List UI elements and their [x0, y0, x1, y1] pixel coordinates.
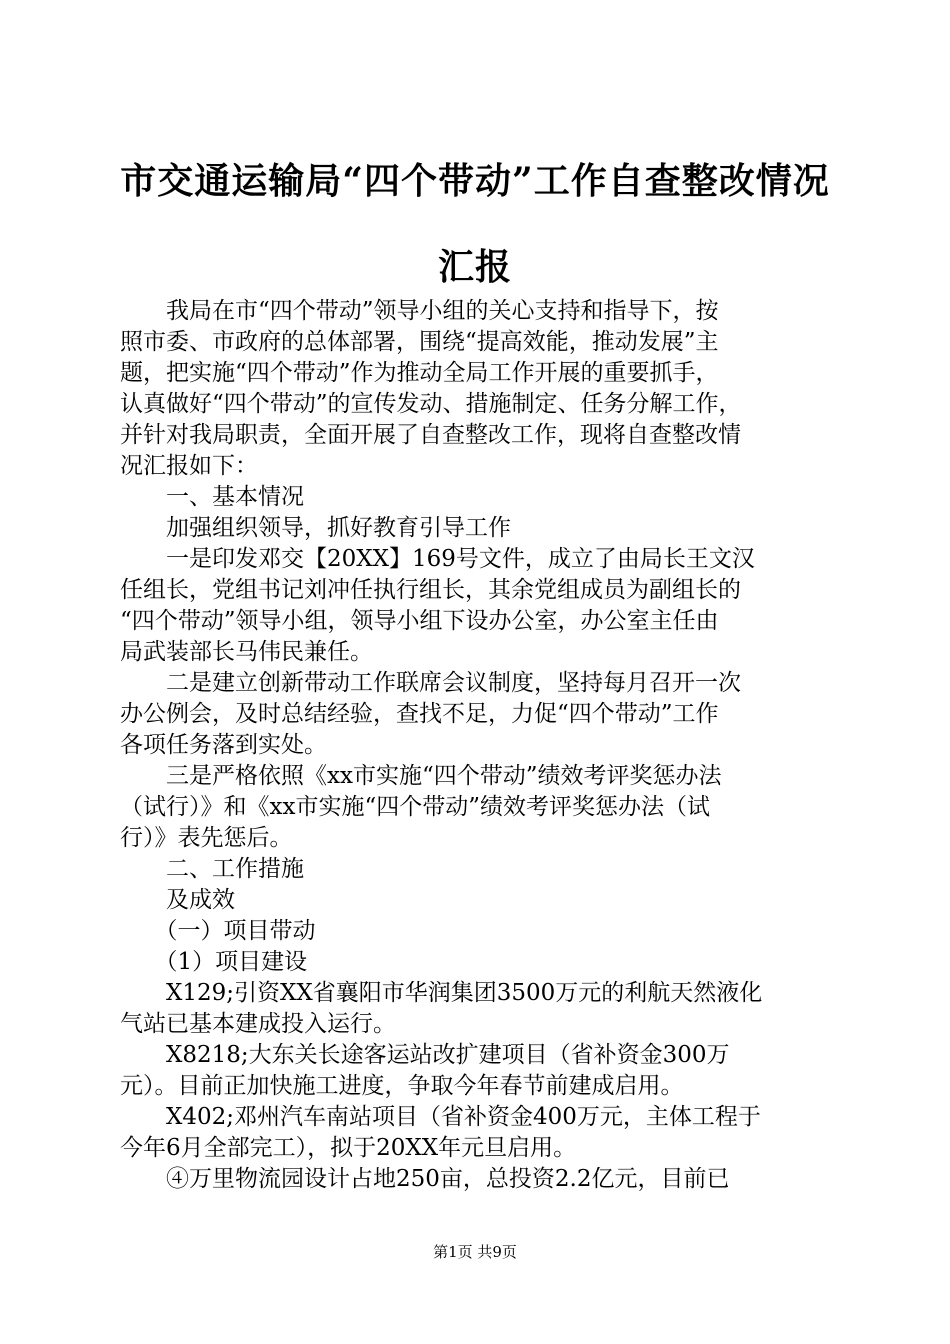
body-text-line: 我局在市“四个带动”领导小组的关心支持和指导下，按 [120, 298, 719, 324]
body-text-line: ④万里物流园设计占地250亩，总投资2.2亿元，目前已 [120, 1166, 730, 1192]
document-title-line-2: 汇报 [437, 246, 512, 288]
page-footer: 第1页 共9页 [433, 1243, 517, 1261]
document-title-line-1: 市交通运输局“四个带动”工作自查整改情况 [120, 160, 830, 202]
body-text-line: 况汇报如下： [120, 453, 258, 479]
body-text-line: （试行）》和《xx市实施“四个带动”绩效考评奖惩办法（试 [120, 794, 710, 820]
body-text-line: 题，把实施“四个带动”作为推动全局工作开展的重要抓手， [120, 360, 719, 386]
body-text-line: 今年6月全部完工），拟于20XX年元旦启用。 [120, 1135, 577, 1161]
body-text-line: 元）。目前正加快施工进度，争取今年春节前建成启用。 [120, 1073, 684, 1099]
body-text-line: 并针对我局职责，全面开展了自查整改工作，现将自查整改情 [120, 422, 741, 448]
body-text-line: X402;邓州汽车南站项目（省补资金400万元，主体工程于 [120, 1104, 761, 1130]
body-text-line: 一是印发邓交【20XX】169号文件，成立了由局长王文汉 [120, 546, 755, 572]
body-text-line: X8218;大东关长途客运站改扩建项目（省补资金300万 [120, 1042, 730, 1068]
body-text-line: （1）项目建设 [120, 949, 308, 975]
body-text-line: 认真做好“四个带动”的宣传发动、措施制定、任务分解工作， [120, 391, 742, 417]
body-text-line: X129;引资XX省襄阳市华润集团3500万元的利航天然液化 [120, 980, 763, 1006]
body-text-line: 及成效 [120, 887, 235, 913]
body-text-line: 各项任务落到实处。 [120, 732, 327, 758]
body-text-line: 办公例会，及时总结经验，查找不足，力促“四个带动”工作 [120, 701, 719, 727]
body-text-line: 局武装部长马伟民兼任。 [120, 639, 373, 665]
body-text-line: 一、基本情况 [120, 484, 304, 510]
body-text-line: “四个带动”领导小组，领导小组下设办公室，办公室主任由 [120, 608, 719, 634]
body-text-line: 气站已基本建成投入运行。 [120, 1011, 396, 1037]
body-text-line: 加强组织领导，抓好教育引导工作 [120, 515, 511, 541]
body-text-line: 二、工作措施 [120, 856, 304, 882]
body-text-line: 二是建立创新带动工作联席会议制度，坚持每月召开一次 [120, 670, 741, 696]
body-text-line: 照市委、市政府的总体部署，围绕“提高效能，推动发展”主 [120, 329, 719, 355]
document-body [120, 296, 840, 1195]
body-text-line: 任组长，党组书记刘冲任执行组长，其余党组成员为副组长的 [120, 577, 741, 603]
body-text-line: 三是严格依照《xx市实施“四个带动”绩效考评奖惩办法 [120, 763, 722, 789]
body-text-line: （一）项目带动 [120, 918, 316, 944]
body-text-line: 行）》表先惩后。 [120, 825, 293, 851]
